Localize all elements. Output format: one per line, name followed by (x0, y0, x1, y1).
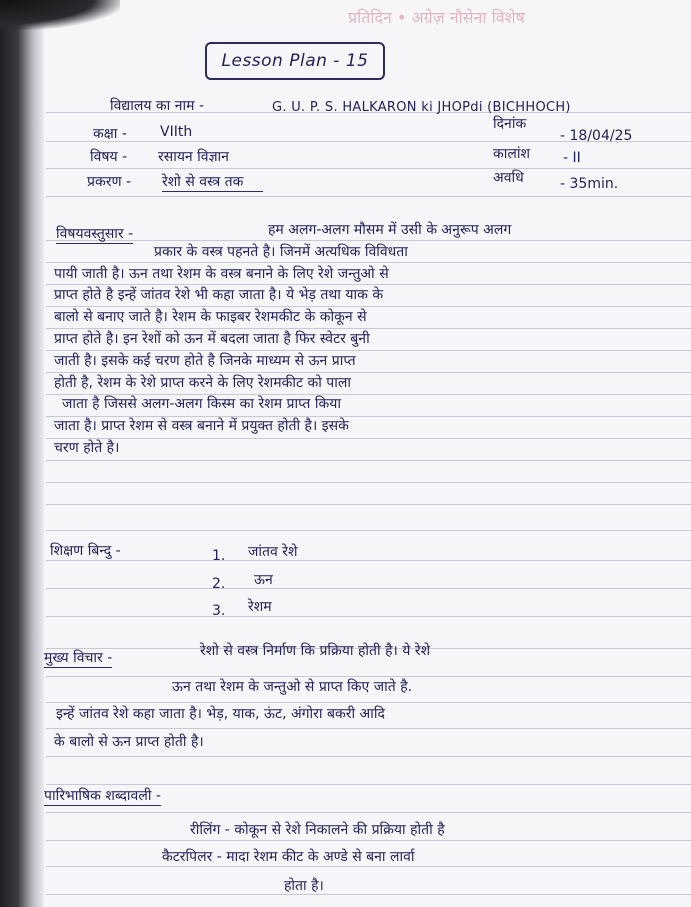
ruled-line (46, 504, 691, 505)
teaching-point-text: ऊन (254, 572, 273, 588)
terminology-line: रीलिंग - कोकून से रेशे निकालने की प्रक्रिया होती है (190, 822, 445, 838)
subject-value: रसायन विज्ञान (158, 149, 229, 165)
content-line: हम अलग-अलग मौसम में उसी के अनुरूप अलग (268, 222, 512, 238)
school-label: विद्यालय का नाम - (110, 98, 205, 114)
teaching-point-number: 3. (212, 603, 226, 619)
subject-label: विषय - (90, 149, 128, 165)
ruled-line (46, 616, 691, 617)
teaching-point-number: 1. (212, 548, 226, 564)
ruled-line (46, 894, 691, 895)
main-idea-line: के बालो से ऊन प्राप्त होती है। (54, 734, 204, 750)
ruled-line (46, 530, 691, 531)
ruled-line (46, 482, 691, 483)
content-line: बालो से बनाए जाते है। रेशम के फाइबर रेशमकीट के कोकून से (54, 309, 367, 326)
ruled-line (46, 756, 691, 757)
ruled-line (46, 168, 691, 169)
ruled-line (46, 702, 691, 703)
ruled-line (46, 196, 691, 197)
content-line: जाता है जिससे अलग-अलग किस्म का रेशम प्राप्त किया (62, 396, 341, 413)
class-value: VIIth (160, 124, 193, 140)
date-value: - 18/04/25 (560, 128, 633, 144)
main-idea-line: रेशो से वस्त्र निर्माण कि प्रक्रिया होती है। ये रेशे (200, 643, 431, 659)
content-line: पायी जाती है। ऊन तथा रेशम के वस्त्र बनाने के लिए रेशे जन्तुओ से (54, 265, 389, 282)
content-line: प्रकार के वस्त्र पहनते है। जिनमें अत्यधिक विविधता (154, 243, 408, 260)
main-idea-heading: मुख्य विचार - (44, 650, 113, 666)
ruled-line (46, 588, 691, 589)
ruled-line (46, 460, 691, 461)
ruled-line (46, 840, 691, 841)
terminology-line: कैटरपिलर - मादा रेशम कीट के अण्डे से बना लार्वा (162, 849, 415, 865)
ruled-line (46, 812, 691, 813)
bleed-through-heading: प्रतिदिन • अग्रेज़ नौसेना विशेष (348, 8, 525, 27)
teaching-point-text: जांतव रेशे (248, 544, 298, 560)
content-line: होती है, रेशम के रेशे प्राप्त करने के लिए रेशमकीट को पाला (54, 374, 351, 391)
topic-value: रेशो से वस्त्र तक (162, 172, 263, 192)
terminology-line: होता है। (284, 878, 324, 894)
ruled-line (46, 866, 691, 867)
date-label: दिनांक (493, 116, 527, 132)
content-line: जाती है। इसके कई चरण होते है जिनके माध्यम से ऊन प्राप्त (54, 352, 356, 369)
teaching-point-number: 2. (212, 576, 226, 592)
content-heading: विषयवस्तुसार - (56, 226, 134, 242)
ruled-line (46, 728, 691, 729)
terminology-heading: पारिभाषिक शब्दावली - (44, 788, 161, 804)
teaching-point-text: रेशम (248, 599, 272, 615)
ruled-line (46, 560, 691, 561)
ruled-line (46, 784, 691, 785)
topic-label: प्रकरण - (87, 174, 132, 190)
school-name: G. U. P. S. HALKARON ki JHOPdi (BICHHOCH) (272, 100, 571, 115)
content-line: प्राप्त होते है। इन रेशों को ऊन में बदला जाता है फिर स्वेटर बुनी (54, 330, 370, 347)
content-line: चरण होते है। (54, 439, 120, 456)
page-shadow (0, 0, 120, 30)
duration-value: - 35min. (560, 176, 619, 192)
content-line: प्राप्त होते है इन्हें जांतव रेशे भी कहा जाता है। ये भेड़ तथा याक के (54, 287, 384, 304)
notebook-binding (0, 0, 44, 907)
teaching-points-heading: शिक्षण बिन्दु - (50, 543, 121, 559)
content-line: जाता है। प्राप्त रेशम से वस्त्र बनाने में प्रयुक्त होती है। इसके (54, 418, 349, 435)
class-label: कक्षा - (93, 126, 127, 142)
period-value: - II (563, 150, 581, 166)
main-idea-line: ऊन तथा रेशम के जन्तुओ से प्राप्त किए जाते है. (172, 679, 413, 695)
lesson-plan-title: Lesson Plan - 15 (205, 42, 385, 80)
duration-label: अवधि (493, 170, 524, 186)
main-idea-line: इन्हें जांतव रेशे कहा जाता है। भेड़, याक, ऊंट, अंगोरा बकरी आदि (56, 706, 385, 722)
period-label: कालांश (493, 146, 531, 162)
content-paragraph (54, 220, 674, 460)
